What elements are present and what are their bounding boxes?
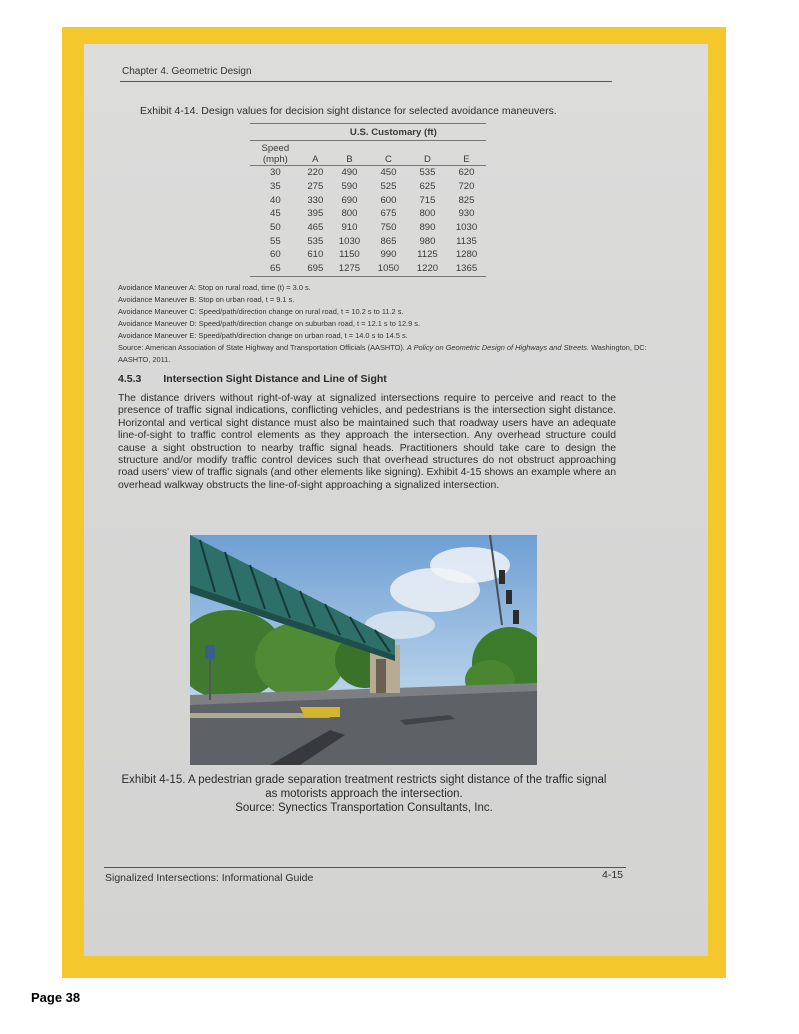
distance-cell: 990 — [380, 249, 397, 261]
distance-cell: 1135 — [456, 235, 477, 247]
speed-header — [250, 141, 301, 166]
distance-cell: 675 — [380, 208, 397, 220]
note-maneuver-a: Avoidance Maneuver A: Stop on rural road, time (t) = 3.0 s. — [118, 283, 311, 292]
distance-cell: 220 — [307, 167, 324, 179]
units-header: U.S. Customary (ft) — [301, 124, 486, 141]
table-row — [250, 262, 486, 276]
distance-cell: 910 — [341, 222, 358, 234]
distance-cell: 535 — [419, 167, 436, 179]
distance-cell: 490 — [341, 167, 358, 179]
distance-cell: 715 — [419, 194, 436, 206]
caption-source: Source: Synectics Transportation Consultants, Inc. — [235, 802, 493, 814]
speed-cell: 50 — [270, 222, 281, 234]
column-header-d: D — [408, 141, 447, 166]
distance-cell: 275 — [307, 181, 324, 193]
speed-cell: 55 — [270, 235, 281, 247]
exhibit-4-14-title: Exhibit 4-14. Design values for decision sight distance for selected avoidance maneuvers. — [140, 105, 557, 117]
distance-cell: 1280 — [455, 249, 478, 261]
distance-cell: 465 — [307, 222, 324, 234]
table-row — [250, 180, 486, 194]
table-row — [250, 234, 486, 248]
note-maneuver-d: Avoidance Maneuver D: Speed/path/direction change on suburban road, t = 12.1 s to 12.9 s. — [118, 319, 421, 328]
speed-cell: 30 — [270, 167, 281, 179]
distance-cell: 1125 — [417, 249, 438, 261]
column-header-e: E — [447, 141, 486, 166]
table-row — [250, 193, 486, 207]
distance-cell: 525 — [380, 181, 397, 193]
source-suffix: Washington, DC: AASHTO, 2011. — [118, 343, 647, 364]
speed-cell: 45 — [270, 208, 281, 220]
column-header-a: A — [301, 141, 330, 166]
note-maneuver-e: Avoidance Maneuver E: Speed/path/direction change on urban road, t = 14.0 s to 14.5 s. — [118, 331, 408, 340]
distance-cell: 1030 — [338, 235, 361, 247]
document-page — [84, 44, 708, 956]
distance-cell: 1050 — [369, 262, 408, 276]
distance-cell: 1275 — [330, 262, 369, 276]
distance-cell: 980 — [419, 235, 436, 247]
distance-cell: 930 — [458, 208, 475, 220]
column-header-b: B — [330, 141, 369, 166]
section-body: The distance drivers without right-of-way at signalized intersections require to perceive and react to the presence of traffic signal indications, conflicting vehicles, and pedestrians is the intersection sight distance. Horizontal and vertical sight distance must also be maintained such that roadway users have an adequate line-of-sight to traffic control elements as they approach the intersection. Any overhead structure could cause a sight obstruction to nearby traffic signal heads. Practitioners should take care to design the structure and/or modify traffic control devices such that overhead structures do not obstruct approaching road users' view of traffic signals (and other elements like signing). Exhibit 4-15 shows an example where an overhead walkway obstructs the line-of-sight approaching a signalized intersection. — [118, 393, 616, 491]
table-row — [250, 248, 486, 262]
footer-title: Signalized Intersections: Informational Guide — [105, 872, 314, 884]
distance-cell: 1220 — [408, 262, 447, 276]
distance-cell: 535 — [307, 235, 324, 247]
section-heading — [118, 373, 387, 385]
caption-line-2: as motorists approach the intersection. — [265, 788, 463, 800]
distance-cell: 750 — [380, 222, 397, 234]
footer-rule — [104, 867, 626, 868]
distance-cell: 395 — [307, 208, 324, 220]
distance-cell: 600 — [380, 194, 397, 206]
distance-cell: 890 — [419, 222, 436, 234]
source-title: A Policy on Geometric Design of Highways and Streets. — [406, 343, 590, 352]
distance-cell: 625 — [419, 181, 436, 193]
caption-line-1: Exhibit 4-15. A pedestrian grade separation treatment restricts sight distance of the traffic signal — [121, 774, 607, 786]
section-title: Intersection Sight Distance and Line of Sight — [163, 373, 387, 385]
source-prefix: Source: American Association of State Highway and Transportation Officials (AASHTO). — [118, 343, 407, 352]
distance-cell: 450 — [380, 167, 397, 179]
table-notes — [118, 282, 663, 366]
distance-cell: 800 — [341, 208, 358, 220]
distance-cell: 865 — [380, 235, 397, 247]
blank-corner — [250, 124, 301, 141]
section-number: 4.5.3 — [118, 373, 142, 385]
chapter-header: Chapter 4. Geometric Design — [122, 66, 252, 77]
header-rule — [120, 81, 612, 82]
distance-cell: 720 — [458, 181, 475, 193]
distance-cell: 825 — [458, 194, 475, 206]
table-row — [250, 221, 486, 235]
speed-cell: 40 — [270, 194, 281, 206]
table-row — [250, 166, 486, 180]
table-row — [250, 207, 486, 221]
note-maneuver-b: Avoidance Maneuver B: Stop on urban road, t = 9.1 s. — [118, 295, 295, 304]
distance-cell: 1150 — [339, 249, 360, 261]
photo-illustration — [190, 535, 537, 765]
exhibit-4-15-caption — [104, 773, 624, 815]
distance-cell: 620 — [458, 167, 475, 179]
distance-cell: 1030 — [455, 222, 478, 234]
distance-cell: 1365 — [447, 262, 486, 276]
distance-cell: 590 — [341, 181, 358, 193]
overhead-walkway-photo — [190, 535, 537, 765]
speed-header-text: Speed (mph) — [261, 143, 290, 165]
speed-cell: 60 — [270, 249, 281, 261]
decision-sight-distance-table — [250, 123, 486, 277]
speed-cell: 35 — [270, 181, 281, 193]
note-maneuver-c: Avoidance Maneuver C: Speed/path/direction change on rural road, t = 10.2 s to 11.2 s. — [118, 307, 404, 316]
page-number: 4-15 — [602, 869, 624, 881]
distance-cell: 330 — [307, 194, 324, 206]
table-source — [118, 342, 663, 366]
distance-cell: 690 — [341, 194, 358, 206]
distance-cell: 800 — [419, 208, 436, 220]
column-header-c: C — [369, 141, 408, 166]
distance-cell: 610 — [307, 249, 324, 261]
speed-cell: 65 — [250, 262, 301, 276]
page-label: Page 38 — [31, 990, 81, 1005]
distance-cell: 695 — [301, 262, 330, 276]
